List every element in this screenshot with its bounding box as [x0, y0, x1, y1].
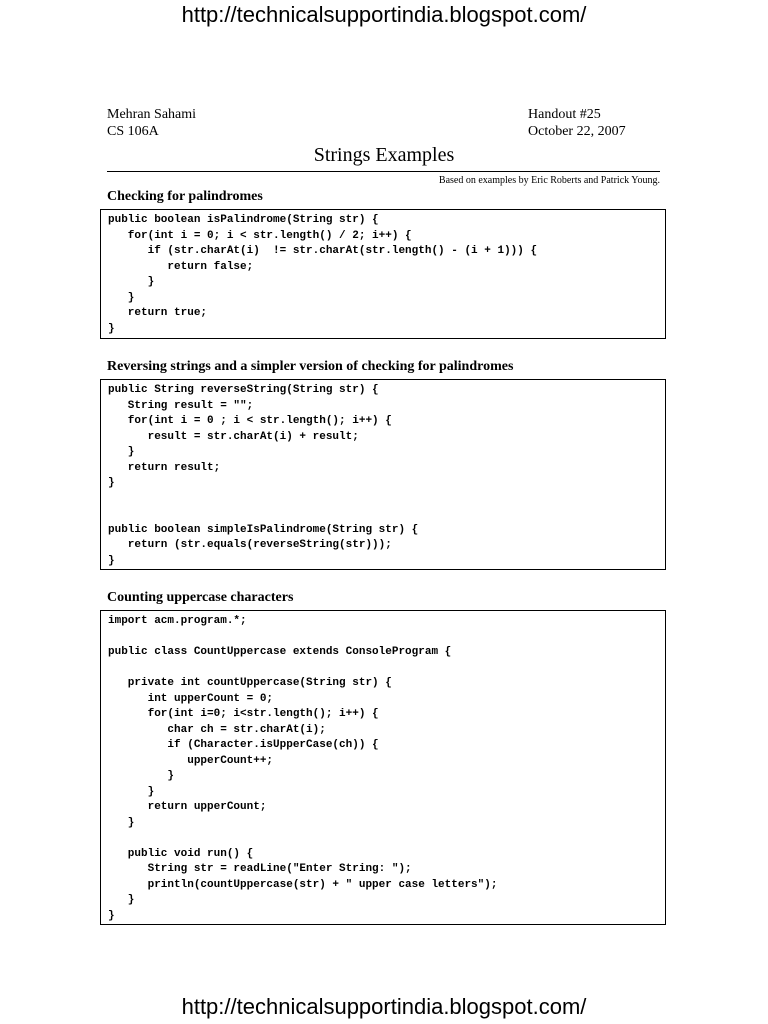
course-name: CS 106A [107, 124, 159, 139]
section-title-uppercase: Counting uppercase characters [107, 590, 294, 605]
section-title-reverse: Reversing strings and a simpler version of checking for palindromes [107, 359, 514, 374]
handout-date: October 22, 2007 [528, 124, 626, 139]
header-left [107, 106, 196, 140]
code-block-palindromes [100, 209, 666, 339]
source-url-top[interactable]: http://technicalsupportindia.blogspot.com/ [181, 2, 587, 27]
code-block-reverse [100, 379, 666, 570]
code-block-uppercase [100, 610, 666, 925]
code-text: public String reverseString(String str) { String result = ""; for(int i = 0 ; i < str.length(); i++) { result = str.charAt(i) + result; } return result; } public boolean simpleIsPalindrome(String str) { return (str.equals(reverseString(str))); } [108, 384, 419, 567]
handout-number: Handout #25 [528, 107, 601, 122]
section-title-palindromes: Checking for palindromes [107, 189, 263, 204]
code-text: public boolean isPalindrome(String str) { for(int i = 0; i < str.length() / 2; i++) { if (str.charAt(i) != str.charAt(str.length() - (i + 1))) { return false; } } return true; } [108, 214, 538, 335]
title-rule [107, 171, 660, 172]
source-url-bottom[interactable]: http://technicalsupportindia.blogspot.com/ [181, 994, 587, 1019]
code-text: import acm.program.*; public class CountUppercase extends ConsoleProgram { private int countUppercase(String str) { int upperCount = 0; for(int i=0; i<str.length(); i++) { char ch = str.charAt(i); if (Character.isUpperCase(ch)) { upperCount++; } } return upperCount; } public void run() { String str = readLine("Enter String: "); println(countUppercase(str) + " upper case letters"); } } [108, 615, 498, 922]
credit-note: Based on examples by Eric Roberts and Patrick Young. [438, 175, 660, 186]
author-name: Mehran Sahami [107, 107, 197, 122]
header-right [528, 106, 626, 140]
page-title: Strings Examples [313, 144, 455, 166]
